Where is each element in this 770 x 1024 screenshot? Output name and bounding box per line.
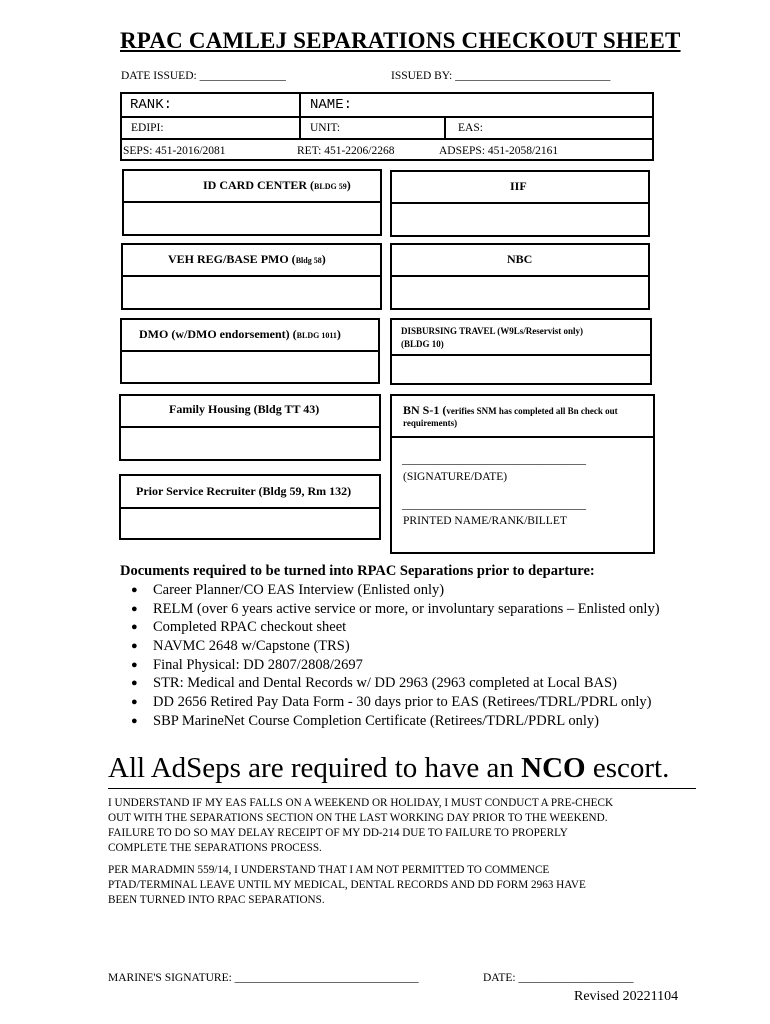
box-label: DMO (w/DMO endorsement) (BLDG 1011) <box>139 327 341 341</box>
list-item: ● SBP MarineNet Course Completion Certificate (Retirees/TDRL/PDRL only) <box>131 712 599 729</box>
prior-service-signature-area[interactable] <box>121 509 379 538</box>
printed-name-line[interactable]: ________________________________ <box>402 499 586 511</box>
seps-phone: SEPS: 451-2016/2081 <box>123 145 226 157</box>
info-table-divider <box>120 116 654 118</box>
date-issued-field[interactable]: DATE ISSUED: _______________ <box>121 70 286 82</box>
box-label: ID CARD CENTER (BLDG 59) <box>203 178 351 192</box>
bullet-icon: ● <box>131 602 138 615</box>
veh-reg-signature-area[interactable] <box>123 277 380 308</box>
revision-date: Revised 20221104 <box>574 989 679 1004</box>
eas-field[interactable]: EAS: <box>458 122 483 134</box>
marine-signature-field[interactable]: MARINE'S SIGNATURE: ________________________________ <box>108 972 419 984</box>
box-label: VEH REG/BASE PMO (Bldg 58) <box>168 252 326 266</box>
list-item: ● RELM (over 6 years active service or more, or involuntary separations – Enlisted only) <box>131 600 660 617</box>
documents-heading: Documents required to be turned into RPAC Separations prior to departure: <box>120 563 595 579</box>
escort-underline <box>108 788 696 789</box>
edipi-field[interactable]: EDIPI: <box>131 122 164 134</box>
bullet-icon: ● <box>131 621 138 634</box>
id-card-center-signature-area[interactable] <box>124 203 380 234</box>
rank-field[interactable]: RANK: <box>130 97 173 113</box>
list-item: ● NAVMC 2648 w/Capstone (TRS) <box>131 638 350 655</box>
box-label: requirements) <box>403 418 458 428</box>
box-label: NBC <box>507 252 533 266</box>
iif-signature-area[interactable] <box>392 204 648 235</box>
bullet-icon: ● <box>131 584 138 596</box>
nbc-signature-area[interactable] <box>392 277 648 308</box>
info-table-divider <box>299 92 301 139</box>
dmo-signature-area[interactable] <box>122 352 378 382</box>
info-table-divider <box>120 138 654 140</box>
signature-line[interactable]: ________________________________ <box>402 454 586 466</box>
adseps-phone: ADSEPS: 451-2058/2161 <box>439 145 559 157</box>
ret-phone: RET: 451-2206/2268 <box>297 145 395 157</box>
name-field[interactable]: NAME: <box>310 97 353 113</box>
box-label: BN S-1 (verifies SNM has completed all Bn check out <box>403 403 618 417</box>
page-title: RPAC CAMLEJ SEPARATIONS CHECKOUT SHEET <box>120 28 681 53</box>
list-item: ● Completed RPAC checkout sheet <box>131 619 347 636</box>
box-label: Family Housing (Bldg TT 43) <box>169 402 320 416</box>
signature-date-label: (SIGNATURE/DATE) <box>403 471 508 483</box>
list-item: ● STR: Medical and Dental Records w/ DD 2963 (2963 completed at Local BAS) <box>131 675 617 692</box>
eas-weekend-notice: I UNDERSTAND IF MY EAS FALLS ON A WEEKEND OR HOLIDAY, I MUST CONDUCT A PRE-CHECK OUT WITH THE SEPARATIONS SECTION ON THE LAST WORKING DAY PRIOR TO THE WEEKEND. FAILURE TO DO SO MAY DELAY RECEIPT OF MY DD-214 DUE TO FAILURE TO PROPERLY COMPLETE THE SEPARATIONS PROCESS. <box>108 797 614 854</box>
bullet-icon: ● <box>131 640 138 653</box>
list-item: ● DD 2656 Retired Pay Data Form - 30 days prior to EAS (Retirees/TDRL/PDRL only) <box>131 694 652 711</box>
signature-date-field[interactable]: DATE: ____________________ <box>483 972 634 984</box>
unit-field[interactable]: UNIT: <box>310 122 341 134</box>
list-item: ● Final Physical: DD 2807/2808/2697 <box>131 656 363 673</box>
printed-name-label: PRINTED NAME/RANK/BILLET <box>403 515 567 527</box>
escort-notice: All AdSeps are required to have an NCO escort. <box>108 752 670 784</box>
box-label: Prior Service Recruiter (Bldg 59, Rm 132) <box>136 484 352 498</box>
documents-list <box>120 581 660 731</box>
bullet-icon: ● <box>131 696 138 709</box>
list-item: ● Career Planner/CO EAS Interview (Enlisted only) <box>131 582 445 598</box>
issued-by-field[interactable]: ISSUED BY: ___________________________ <box>391 70 611 82</box>
box-label: (BLDG 10) <box>401 339 444 349</box>
disbursing-signature-area[interactable] <box>392 356 650 383</box>
maradmin-notice: PER MARADMIN 559/14, I UNDERSTAND THAT I AM NOT PERMITTED TO COMMENCE PTAD/TERMINAL LEAVE UNTIL MY MEDICAL, DENTAL RECORDS AND DD FORM 2963 HAVE BEEN TURNED INTO RPAC SEPARATIONS. <box>108 864 586 906</box>
family-housing-signature-area[interactable] <box>121 428 379 459</box>
bullet-icon: ● <box>131 714 138 727</box>
box-label: DISBURSING TRAVEL (W9Ls/Reservist only) <box>401 326 583 336</box>
box-divider <box>390 436 655 438</box>
info-table-divider <box>444 116 446 139</box>
bullet-icon: ● <box>131 677 138 690</box>
bullet-icon: ● <box>131 658 138 671</box>
box-label: IIF <box>510 179 527 193</box>
